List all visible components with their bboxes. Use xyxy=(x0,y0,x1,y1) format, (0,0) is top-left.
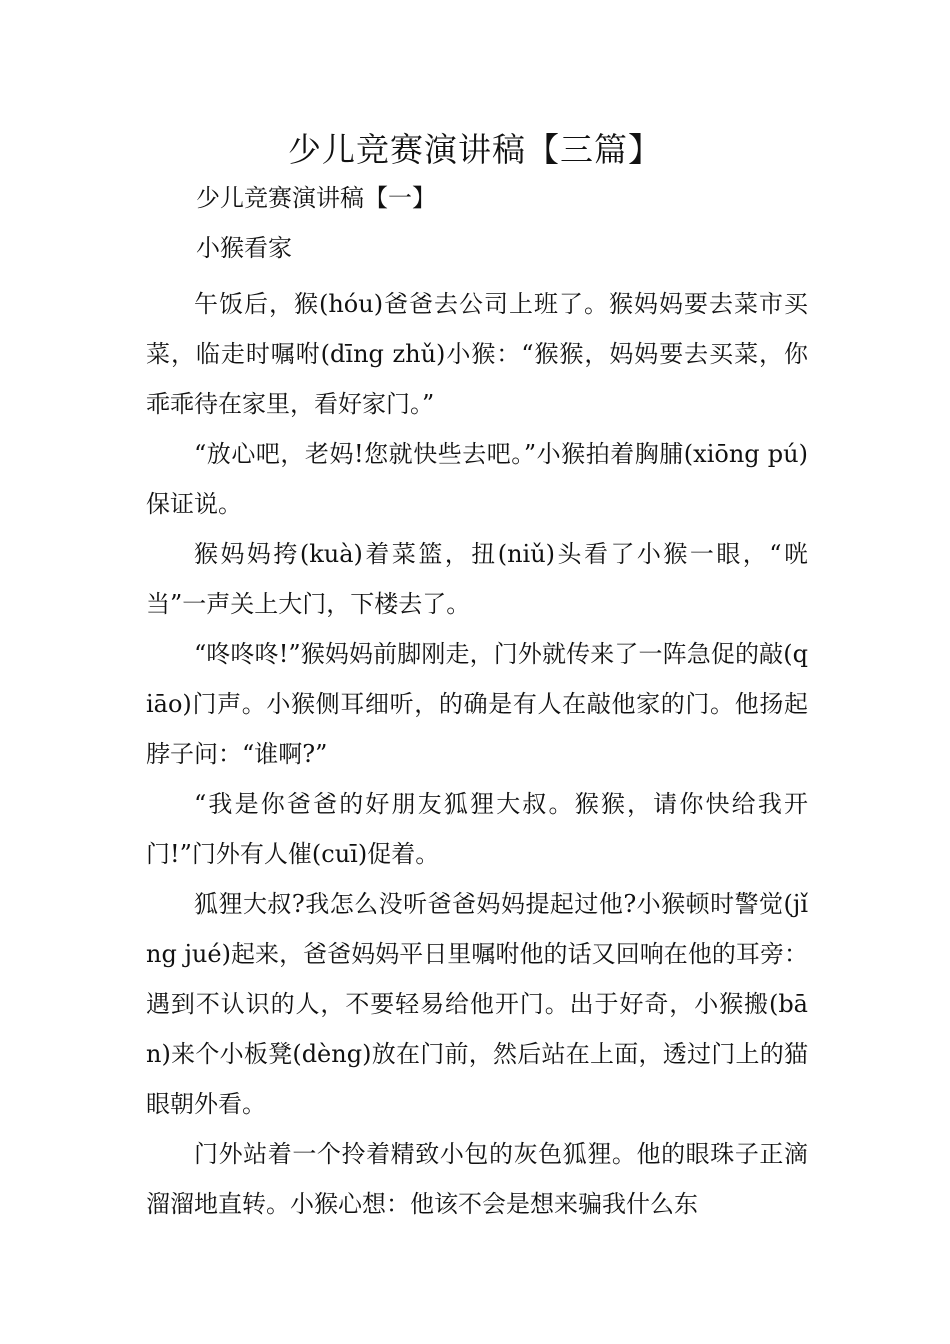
section-heading: 少儿竞赛演讲稿【一】 xyxy=(196,184,436,212)
body-paragraph: 狐狸大叔?我怎么没听爸爸妈妈提起过他?小猴顿时警觉(jǐng jué)起来，爸爸妈妈平日里嘱咐他的话又回响在他的耳旁：遇到不认识的人，不要轻易给他开门。出于好奇，小猴搬(bān)来个小板凳(dèng)放在门前，然后站在上面，透过门上的猫眼朝外看。 xyxy=(146,890,808,1118)
body-paragraph: “我是你爸爸的好朋友狐狸大叔。猴猴，请你快给我开门!”门外有人催(cuī)促着。 xyxy=(146,790,808,868)
body-paragraph: “放心吧，老妈!您就快些去吧。”小猴拍着胸脯(xiōng pú)保证说。 xyxy=(146,440,808,518)
document-body xyxy=(146,279,808,1229)
body-paragraph: 午饭后，猴(hóu)爸爸去公司上班了。猴妈妈要去菜市买菜，临走时嘱咐(dīng zhǔ)小猴：“猴猴，妈妈要去买菜，你乖乖待在家里，看好家门。” xyxy=(146,290,808,418)
body-paragraph: 猴妈妈挎(kuà)着菜篮，扭(niǔ)头看了小猴一眼，“咣当”一声关上大门，下楼去了。 xyxy=(146,540,808,618)
document-title: 少儿竞赛演讲稿【三篇】 xyxy=(288,130,662,169)
story-title: 小猴看家 xyxy=(196,234,292,262)
body-paragraph: 门外站着一个拎着精致小包的灰色狐狸。他的眼珠子正滴溜溜地直转。小猴心想：他该不会是想来骗我什么东 xyxy=(146,1140,808,1218)
body-paragraph: “咚咚咚!”猴妈妈前脚刚走，门外就传来了一阵急促的敲(qiāo)门声。小猴侧耳细听，的确是有人在敲他家的门。他扬起脖子问：“谁啊?” xyxy=(146,640,808,768)
